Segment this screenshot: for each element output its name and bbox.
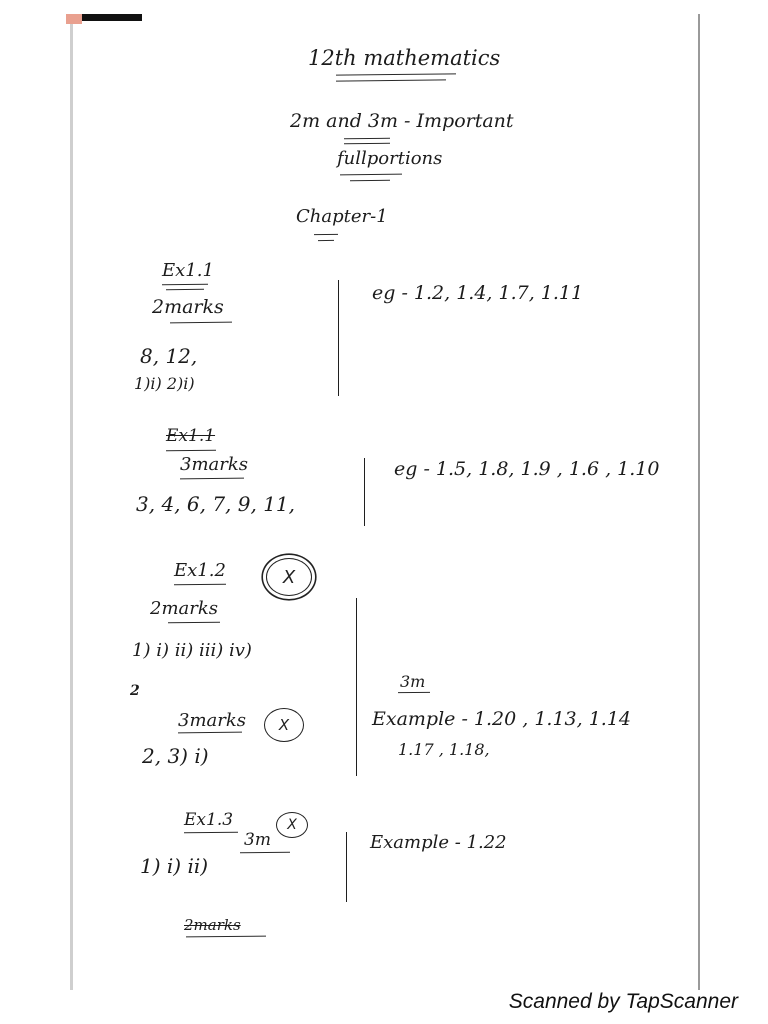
question-list: 3, 4, 6, 7, 9, 11, — [136, 492, 296, 516]
question-list: 2, 3) i) — [142, 744, 209, 768]
section-heading: Ex1.2 — [174, 560, 226, 581]
marks-label: 2marks — [150, 598, 219, 619]
scanner-watermark: Scanned by TapScanner — [508, 990, 738, 1013]
marks-label: 3m — [244, 830, 271, 850]
subtitle: 2m and 3m - Important — [290, 110, 514, 132]
question-list: 1) i) ii) iii) iv) — [132, 640, 252, 661]
marks-label: 3marks — [178, 710, 247, 731]
cross-circle-icon: X — [266, 558, 312, 596]
column-divider — [364, 458, 365, 526]
corner-mark — [66, 14, 82, 24]
chapter-label: Chapter-1 — [296, 206, 388, 227]
page-title: 12th mathematics — [308, 46, 501, 70]
marks-label: 2marks — [152, 296, 224, 318]
column-divider — [356, 598, 357, 776]
column-divider — [338, 280, 339, 396]
question-list: 1) i) ii) — [140, 854, 209, 878]
section-heading: Ex1.1 — [162, 260, 214, 281]
section-heading: Ex1.3 — [184, 810, 234, 830]
question-number: 2 — [130, 683, 140, 699]
examples-list: 1.17 , 1.18, — [398, 740, 490, 759]
chapter-underline — [318, 240, 334, 241]
cross-circle-icon: X — [276, 812, 308, 838]
section-heading: Ex1.1 — [166, 426, 216, 446]
cross-circle-icon: X — [264, 708, 304, 742]
examples-heading: 3m — [400, 672, 426, 691]
examples-list: eg - 1.5, 1.8, 1.9 , 1.6 , 1.10 — [394, 458, 660, 480]
examples-list: eg - 1.2, 1.4, 1.7, 1.11 — [372, 282, 584, 304]
question-list: 1)i) 2)i) — [134, 374, 195, 393]
column-divider — [346, 832, 347, 902]
marks-label: 2marks — [184, 916, 241, 934]
examples-list: Example - 1.20 , 1.13, 1.14 — [372, 708, 632, 730]
subtitle-2: fullportions — [337, 148, 443, 169]
marks-label: 3marks — [180, 454, 249, 475]
question-list: 8, 12, — [140, 344, 198, 368]
examples-list: Example - 1.22 — [370, 832, 507, 853]
